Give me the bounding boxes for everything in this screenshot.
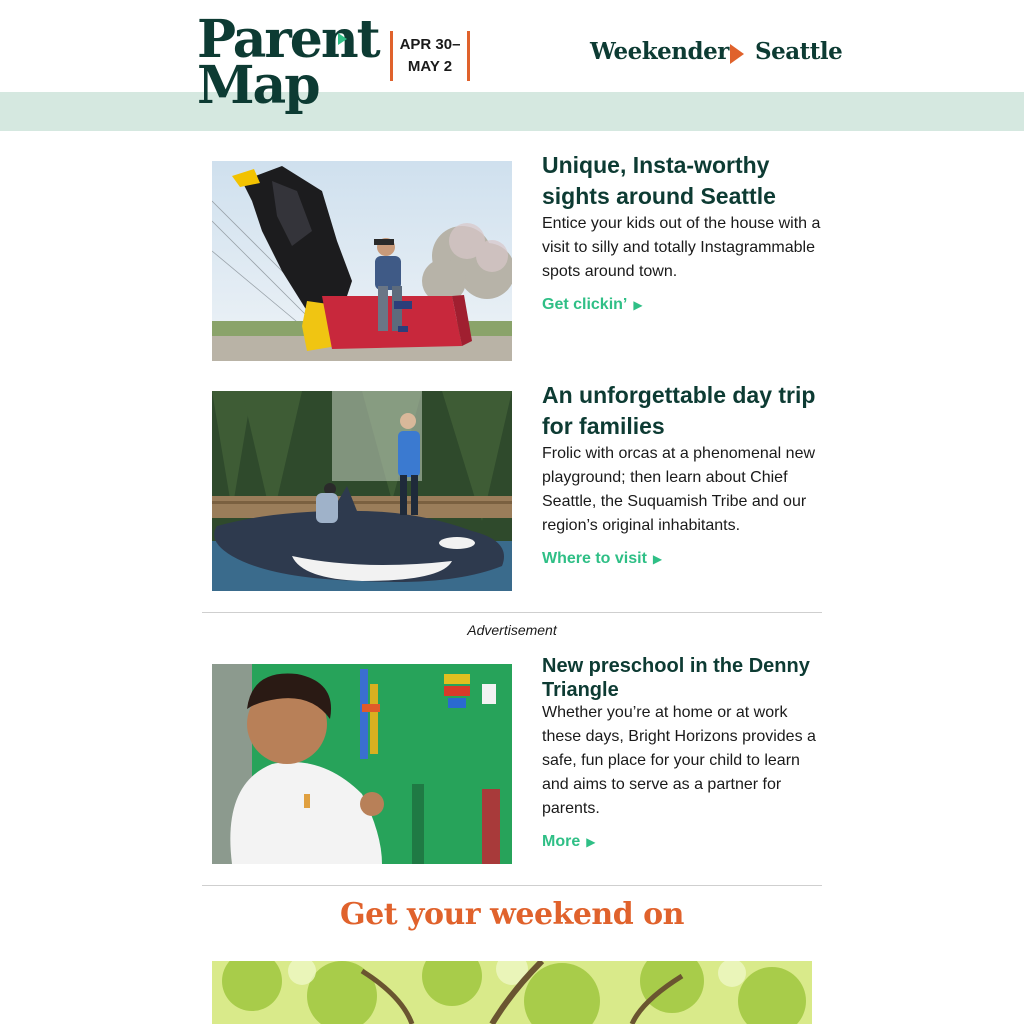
date-line-2: MAY 2 bbox=[407, 58, 453, 75]
logo-flag-icon bbox=[338, 33, 347, 45]
city-label: Seattle bbox=[755, 38, 843, 65]
edition-label: Weekender bbox=[590, 38, 729, 65]
advertisement-label: Advertisement bbox=[467, 622, 557, 638]
article-2-body: Frolic with orcas at a phenomenal new playground; then learn about Chief Seattle, the Suquamish Tribe and our region’s original inhabitants. bbox=[542, 445, 816, 534]
article-1-link-label: Get clickin’ bbox=[542, 296, 628, 313]
date-range bbox=[390, 31, 470, 81]
article-1-body: Entice your kids out of the house with a visit to silly and totally Instagrammable spots around town. bbox=[542, 215, 821, 280]
orca-playground-photo bbox=[212, 391, 512, 591]
section-image[interactable] bbox=[212, 961, 812, 1024]
article-1-link[interactable] bbox=[542, 296, 643, 314]
logo-line-2: Map bbox=[197, 55, 319, 116]
ad-link-label: More bbox=[542, 833, 581, 850]
tree-canopy-photo bbox=[212, 961, 812, 1024]
play-arrow-icon: ▶ bbox=[633, 298, 643, 312]
article-1-title[interactable]: Unique, Insta-worthy sights around Seattle bbox=[542, 152, 776, 209]
section-heading: Get your weekend on bbox=[340, 897, 684, 932]
article-2-image[interactable] bbox=[212, 391, 512, 591]
ad-title[interactable]: New preschool in the Denny Triangle bbox=[542, 655, 810, 701]
play-arrow-icon: ▶ bbox=[586, 835, 596, 849]
parentmap-logo[interactable] bbox=[197, 9, 379, 116]
article-1-image[interactable] bbox=[212, 161, 512, 361]
divider bbox=[202, 885, 822, 886]
child-lego-wall-photo bbox=[212, 664, 512, 864]
ad-body: Whether you’re at home or at work these days, Bright Horizons provides a safe, fun place for your child to learn and aims to serve as a partner for parents. bbox=[542, 704, 816, 817]
play-arrow-icon bbox=[730, 44, 744, 64]
date-line-1: APR 30– bbox=[399, 36, 461, 53]
article-2-title[interactable]: An unforgettable day trip for families bbox=[542, 382, 816, 439]
ad-image[interactable] bbox=[212, 664, 512, 864]
divider bbox=[202, 612, 822, 613]
giant-crow-sculpture-photo bbox=[212, 161, 512, 361]
article-2-link-label: Where to visit bbox=[542, 550, 647, 567]
header-band bbox=[0, 92, 1024, 131]
play-arrow-icon: ▶ bbox=[652, 552, 663, 566]
ad-link[interactable] bbox=[542, 833, 595, 851]
logo-line-1: Parent bbox=[197, 9, 379, 70]
article-2-link[interactable] bbox=[542, 550, 662, 568]
